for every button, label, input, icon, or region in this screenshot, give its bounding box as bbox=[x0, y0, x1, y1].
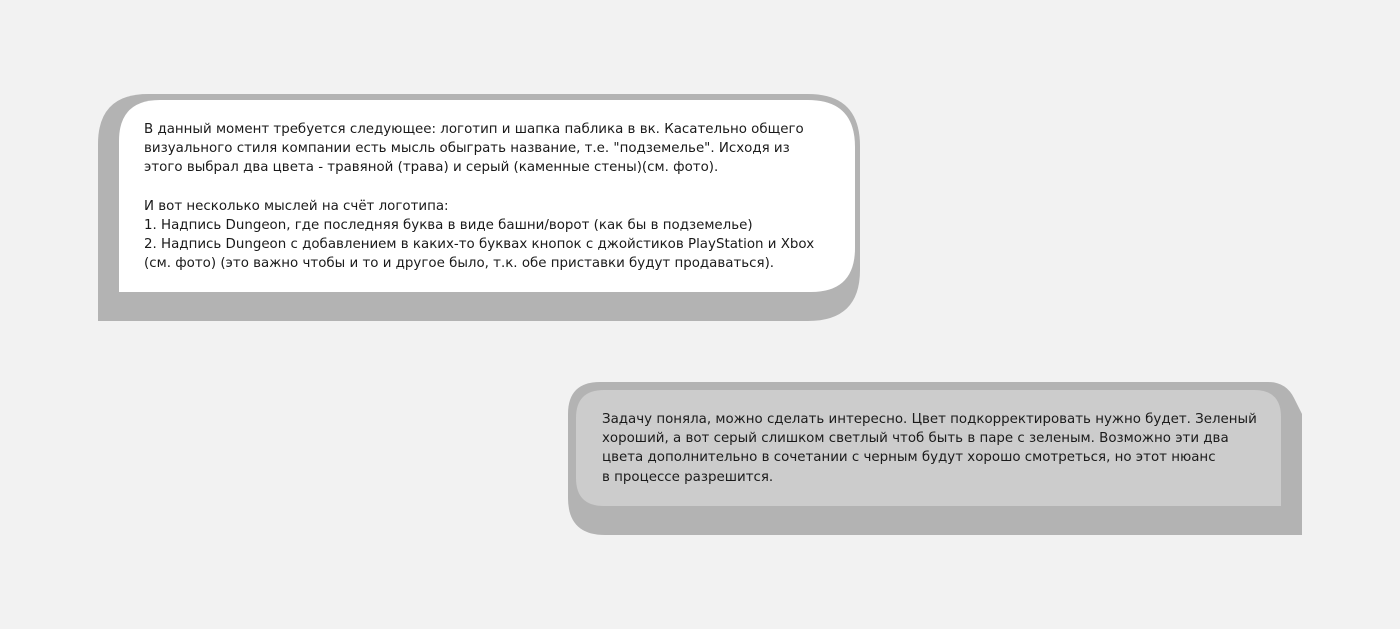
message-line: хороший, а вот серый слишком светлый чтоб быть в паре с зеленым. Возможно эти два bbox=[602, 431, 1229, 447]
message-2-text bbox=[602, 410, 1257, 487]
message-1-text bbox=[144, 120, 814, 274]
message-line: Задачу поняла, можно сделать интересно. Цвет подкорректировать нужно будет. Зеленый bbox=[602, 412, 1257, 427]
message-line: И вот несколько мыслей на счёт логотипа: bbox=[144, 198, 449, 214]
message-line: в процессе разрешится. bbox=[602, 469, 774, 485]
message-line: 2. Надпись Dungeon с добавлением в каких-то буквах кнопок с джойстиков PlayStation и Xbox bbox=[144, 237, 815, 253]
message-line: В данный момент требуется следующее: логотип и шапка паблика в вк. Касательно общего bbox=[144, 122, 804, 137]
message-line: (см. фото) (это важно чтобы и то и другое было, т.к. обе приставки будут продаваться). bbox=[144, 256, 775, 272]
message-line bbox=[144, 178, 814, 197]
message-line: 1. Надпись Dungeon, где последняя буква в виде башни/ворот (как бы в подземелье) bbox=[144, 218, 753, 233]
message-line: этого выбрал два цвета - травяной (трава) и серый (каменные стены)(см. фото). bbox=[144, 160, 719, 176]
message-line: визуального стиля компании есть мысль обыграть название, т.е. "подземелье". Исходя из bbox=[144, 141, 790, 157]
message-line: цвета дополнительно в сочетании с черным будут хорошо смотреться, но этот нюанс bbox=[602, 450, 1216, 466]
